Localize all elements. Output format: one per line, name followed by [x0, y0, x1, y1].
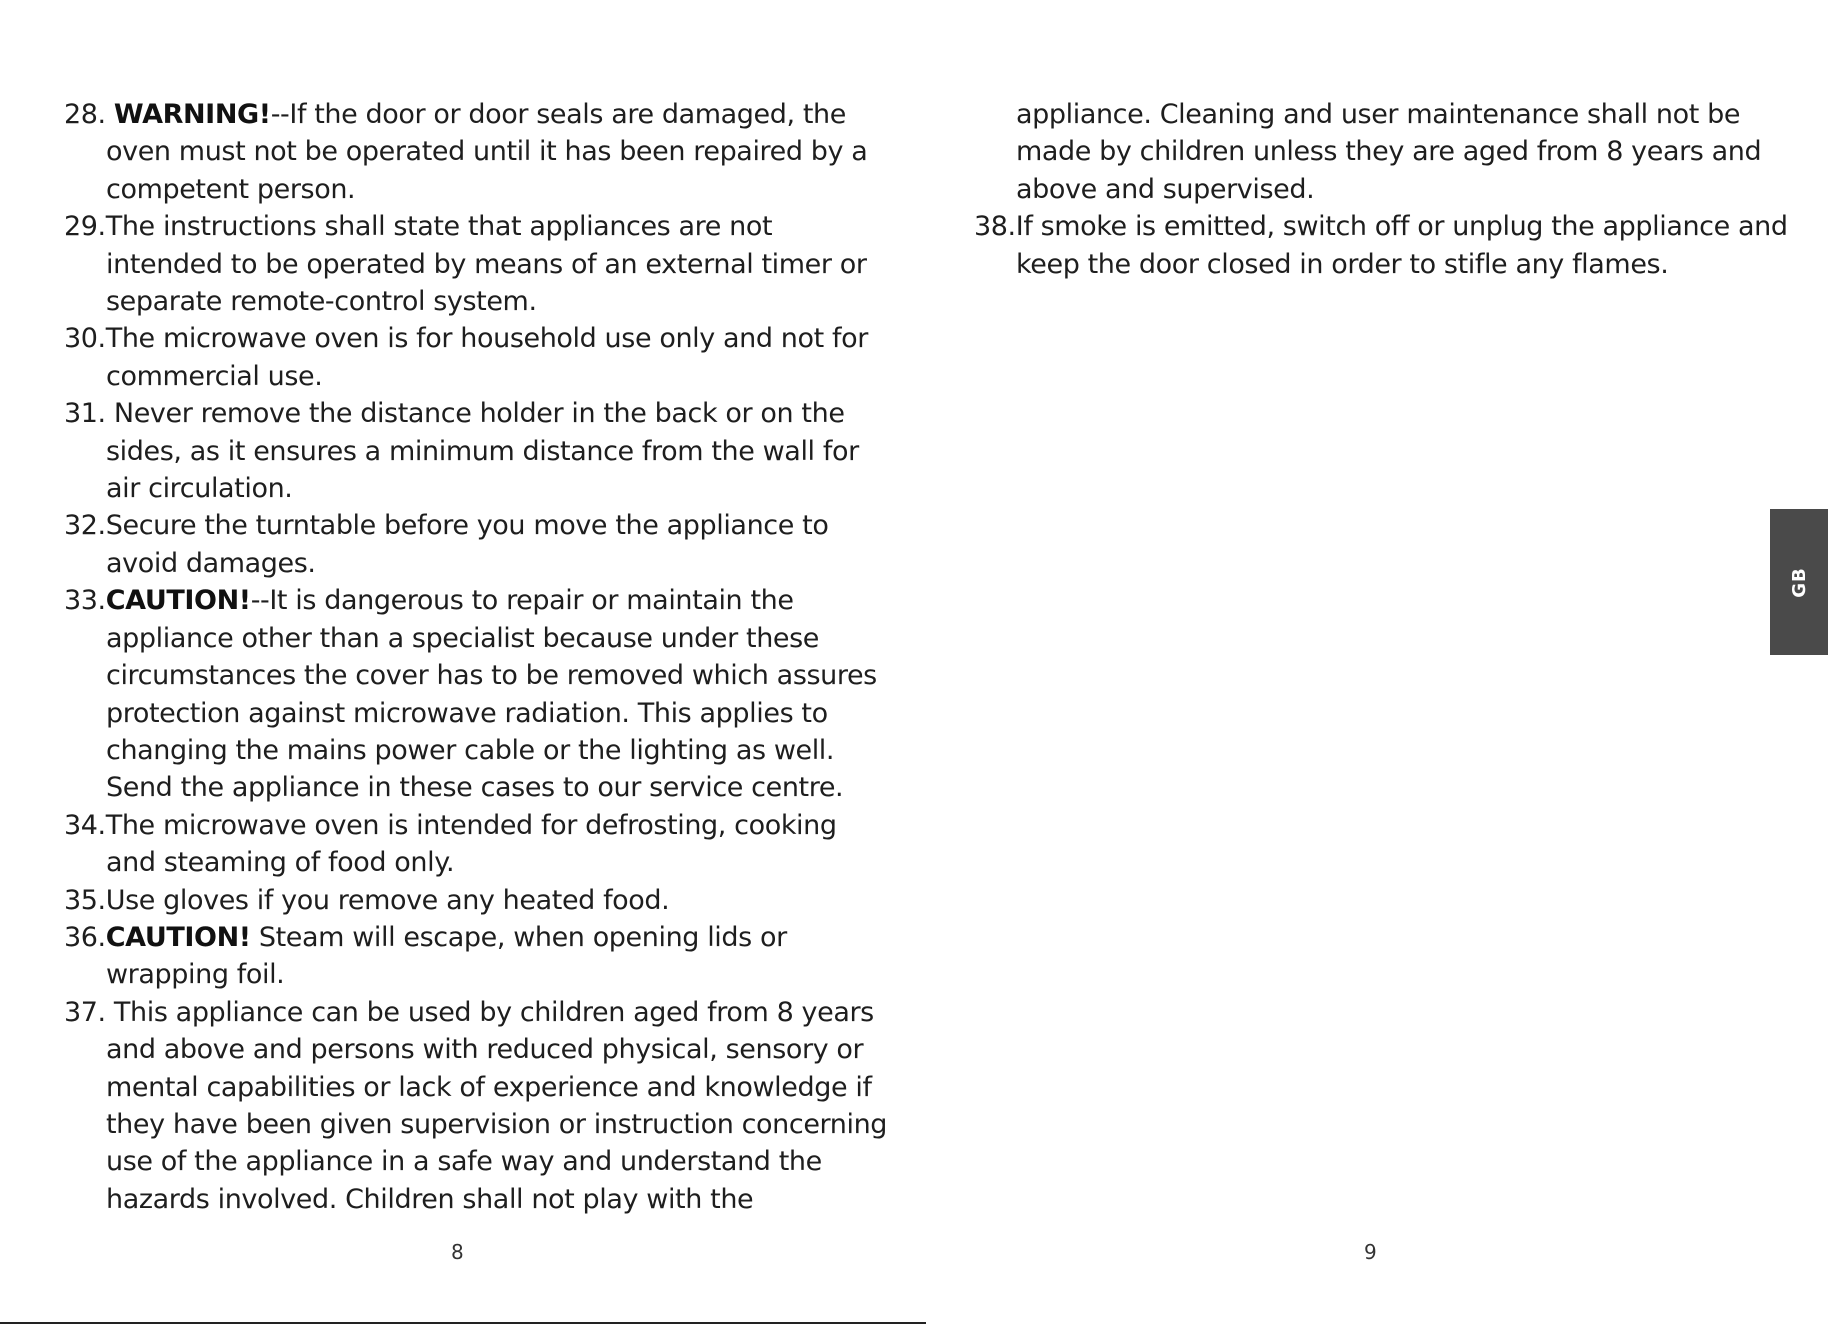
- item-number: 34.: [64, 809, 106, 841]
- line-text: The instructions shall state that appliances are not: [105, 211, 773, 243]
- page-number-right: 9: [1364, 1240, 1377, 1264]
- line-text: and steaming of food only.: [106, 847, 455, 879]
- line-text: and above and persons with reduced physical, sensory or: [106, 1034, 864, 1066]
- text-line: [64, 1069, 872, 1106]
- list-item-start: [64, 96, 864, 133]
- list-item-start: [64, 882, 864, 919]
- line-text: Use gloves if you remove any heated food.: [105, 884, 670, 916]
- text-line: [64, 956, 864, 993]
- line-text: use of the appliance in a safe way and understand the: [106, 1146, 822, 1178]
- line-text: intended to be operated by means of an external timer or: [106, 248, 867, 280]
- line-text: If smoke is emitted, switch off or unplug the appliance and: [1015, 211, 1788, 243]
- line-text: oven must not be operated until it has been repaired by a: [106, 136, 868, 168]
- line-text: commercial use.: [106, 360, 323, 392]
- line-text: appliance other than a specialist because under these: [106, 622, 820, 654]
- line-text: keep the door closed in order to stifle any flames.: [1016, 248, 1669, 280]
- item-number: 32.: [64, 510, 106, 542]
- line-text: separate remote-control system.: [106, 286, 537, 318]
- line-text: wrapping foil.: [106, 959, 285, 991]
- line-text: mental capabilities or lack of experience and knowledge if: [106, 1071, 872, 1103]
- line-text: The microwave oven is intended for defrosting, cooking: [105, 809, 837, 841]
- text-line: [64, 1181, 864, 1218]
- item-number: 33.: [64, 585, 106, 617]
- text-line: [64, 283, 864, 320]
- line-text: avoid damages.: [106, 547, 316, 579]
- line-text: circumstances the cover has to be removed which assures: [106, 660, 877, 692]
- line-text: air circulation.: [106, 473, 293, 505]
- text-line: [64, 620, 864, 657]
- line-text: Send the appliance in these cases to our service centre.: [106, 772, 844, 804]
- text-line: [974, 133, 1774, 170]
- text-line: [64, 358, 864, 395]
- line-text: appliance. Cleaning and user maintenance shall not be: [1016, 99, 1741, 130]
- line-text: Steam will escape, when opening lids or: [250, 921, 787, 953]
- item-number: 30.: [64, 323, 106, 355]
- text-line: [64, 470, 864, 507]
- page-number-left: 8: [451, 1240, 464, 1264]
- line-text: Never remove the distance holder in the back or on the: [113, 398, 845, 430]
- language-tab: [1770, 509, 1828, 655]
- list-item-start: [64, 320, 868, 357]
- line-text: made by children unless they are aged from 8 years and: [1016, 136, 1762, 168]
- text-line: [974, 96, 1774, 133]
- left-page-text: [64, 96, 888, 1218]
- list-item-start: [64, 395, 864, 432]
- alert-label: CAUTION!: [105, 585, 251, 617]
- line-text: competent person.: [106, 173, 356, 205]
- list-item-start: [64, 582, 864, 619]
- text-line: [64, 1143, 864, 1180]
- text-line: [974, 171, 1774, 208]
- item-number: 36.: [64, 921, 106, 953]
- item-number: 35.: [64, 884, 106, 916]
- alert-label: CAUTION!: [105, 921, 251, 953]
- text-line: [64, 657, 877, 694]
- item-number: 28.: [64, 99, 114, 130]
- item-number: 29.: [64, 211, 106, 243]
- line-text: they have been given supervision or instruction concerning: [106, 1108, 888, 1140]
- line-text: protection against microwave radiation. This applies to: [106, 697, 828, 729]
- text-line: [64, 545, 864, 582]
- line-text: sides, as it ensures a minimum distance from the wall for: [106, 435, 859, 467]
- line-text: above and supervised.: [1016, 173, 1315, 205]
- line-text: The microwave oven is for household use only and not for: [105, 323, 868, 355]
- list-item-start: [64, 507, 864, 544]
- line-text: Secure the turntable before you move the appliance to: [105, 510, 829, 542]
- text-line: [64, 433, 864, 470]
- text-line: [64, 133, 868, 170]
- list-item-start: [974, 208, 1788, 245]
- list-item-start: [64, 208, 864, 245]
- text-line: [64, 1106, 888, 1143]
- list-item-start: [64, 919, 864, 956]
- item-number: 38.: [974, 211, 1016, 243]
- line-text: --It is dangerous to repair or maintain the: [250, 585, 794, 617]
- alert-label: WARNING!: [113, 99, 271, 130]
- text-line: [64, 732, 864, 769]
- right-page-text: [974, 96, 1788, 283]
- text-line: [974, 246, 1774, 283]
- text-line: [64, 769, 864, 806]
- text-line: [64, 844, 864, 881]
- line-text: changing the mains power cable or the lighting as well.: [106, 734, 835, 766]
- line-text: --If the door or door seals are damaged, the: [270, 99, 846, 130]
- item-number: 37.: [64, 996, 114, 1028]
- list-item-start: [64, 994, 874, 1031]
- list-item-start: [64, 807, 864, 844]
- line-text: This appliance can be used by children aged from 8 years: [113, 996, 874, 1028]
- language-tab-label: GB: [1788, 566, 1810, 598]
- item-number: 31.: [64, 398, 114, 430]
- text-line: [64, 246, 867, 283]
- text-line: [64, 1031, 864, 1068]
- line-text: hazards involved. Children shall not play with the: [106, 1183, 754, 1215]
- text-line: [64, 171, 864, 208]
- text-line: [64, 695, 864, 732]
